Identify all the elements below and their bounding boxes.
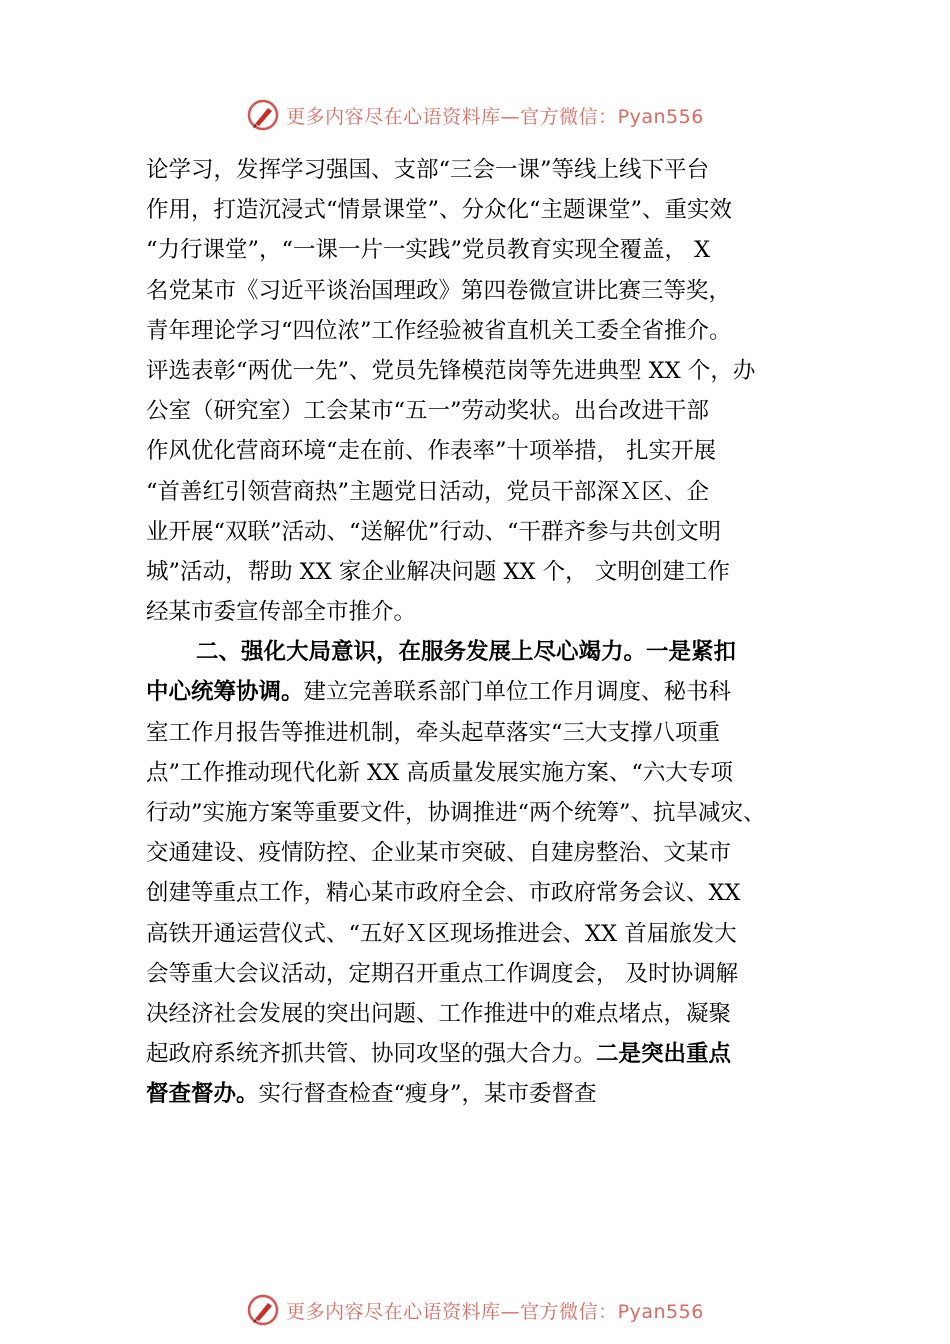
text-run: 名党某市《习近平谈治国理政》第四卷微宣讲比赛三等奖， <box>146 277 732 304</box>
bold-text-run: 中心统筹协调。 <box>146 679 304 706</box>
bold-text-run: 督查督办。 <box>146 1081 259 1108</box>
text-line <box>146 994 826 1034</box>
text-run: “力行课堂”，“一课一片一实践”党员教育实现全覆盖， X <box>146 237 711 264</box>
text-line <box>146 833 826 873</box>
text-line <box>146 632 826 672</box>
text-line <box>146 713 826 753</box>
text-run: 建立完善联系部门单位工作月调度、秘书科 <box>303 679 732 706</box>
text-run: 实行督查检查“瘦身”，某市委督查 <box>258 1081 597 1108</box>
text-line <box>146 190 826 230</box>
text-line <box>146 150 826 190</box>
text-line <box>146 1034 826 1074</box>
text-line <box>146 873 826 913</box>
text-line <box>146 472 826 512</box>
text-run: 业开展“双联”活动、“送解优”行动、“干群齐参与共创文明 <box>146 518 722 545</box>
text-run: 起政府系统齐抓共管、协同攻坚的强大合力。 <box>146 1041 597 1068</box>
text-run: 公室（研究室）工会某市“五一”劳动奖状。出台改进干部 <box>146 398 710 425</box>
text-run: 室工作月报告等推进机制，牵头起草落实“三大支撑八项重 <box>146 719 721 746</box>
header-watermark <box>0 95 950 135</box>
text-run: 作风优化营商环境“走在前、作表率”十项举措， 扎实开展 <box>146 438 717 465</box>
text-run: 点”工作推动现代化新 XX 高质量发展实施方案、“六大专项 <box>146 759 733 786</box>
document-body <box>146 150 826 1115</box>
text-run: 青年理论学习“四位浓”工作经验被省直机关工委全省推介。 <box>146 317 732 344</box>
text-run: 评选表彰“两优一先”、党员先锋模范岗等先进典型 XX 个，办 <box>146 357 756 384</box>
text-line <box>146 512 826 552</box>
text-run: 作用，打造沉浸式“情景课堂”、分众化“主题课堂”、重实效 <box>146 197 733 224</box>
text-run: 创建等重点工作，精心某市政府全会、市政府常务会议、XX <box>146 880 741 907</box>
watermark-text: 更多内容尽在心语资料库—官方微信：Pyan556 <box>286 1300 704 1323</box>
text-run: 高铁开通运营仪式、“五好Ｘ区现场推进会、XX 首届旅发大 <box>146 920 737 947</box>
text-line <box>146 954 826 994</box>
pen-seal-logo-icon <box>246 98 280 132</box>
pen-seal-logo-icon <box>246 1293 280 1327</box>
text-line <box>146 672 826 712</box>
text-line <box>146 914 826 954</box>
text-line <box>146 271 826 311</box>
text-line <box>146 592 826 632</box>
bold-text-run: 二、强化大局意识，在服务发展上尽心竭力。一是紧扣 <box>196 639 737 666</box>
text-line <box>146 1074 826 1114</box>
text-run: 决经济社会发展的突出问题、工作推进中的难点堵点，凝聚 <box>146 1000 732 1027</box>
text-line <box>146 391 826 431</box>
text-line <box>146 311 826 351</box>
footer-watermark <box>0 1290 950 1330</box>
text-line <box>146 753 826 793</box>
text-run: 交通建设、疫情防控、企业某市突破、自建房整治、文某市 <box>146 840 732 867</box>
text-line <box>146 431 826 471</box>
text-run: 会等重大会议活动，定期召开重点工作调度会， 及时协调解 <box>146 960 739 987</box>
watermark-text: 更多内容尽在心语资料库—官方微信：Pyan556 <box>286 105 704 128</box>
text-run: 论学习，发挥学习强国、支部“三会一课”等线上线下平台 <box>146 157 710 183</box>
text-run: 城”活动，帮助 XX 家企业解决问题 XX 个， 文明创建工作 <box>146 558 730 585</box>
text-line <box>146 552 826 592</box>
text-run: “首善红引领营商热”主题党日活动，党员干部深Ｘ区、企 <box>146 478 710 505</box>
bold-text-run: 二是突出重点 <box>596 1041 732 1068</box>
text-line <box>146 793 826 833</box>
text-run: 行动”实施方案等重要文件，协调推进“两个统筹”、抗旱减灾、 <box>146 800 766 826</box>
text-run: 经某市委宣传部全市推介。 <box>146 599 417 626</box>
text-line <box>146 351 826 391</box>
text-line <box>146 230 826 270</box>
